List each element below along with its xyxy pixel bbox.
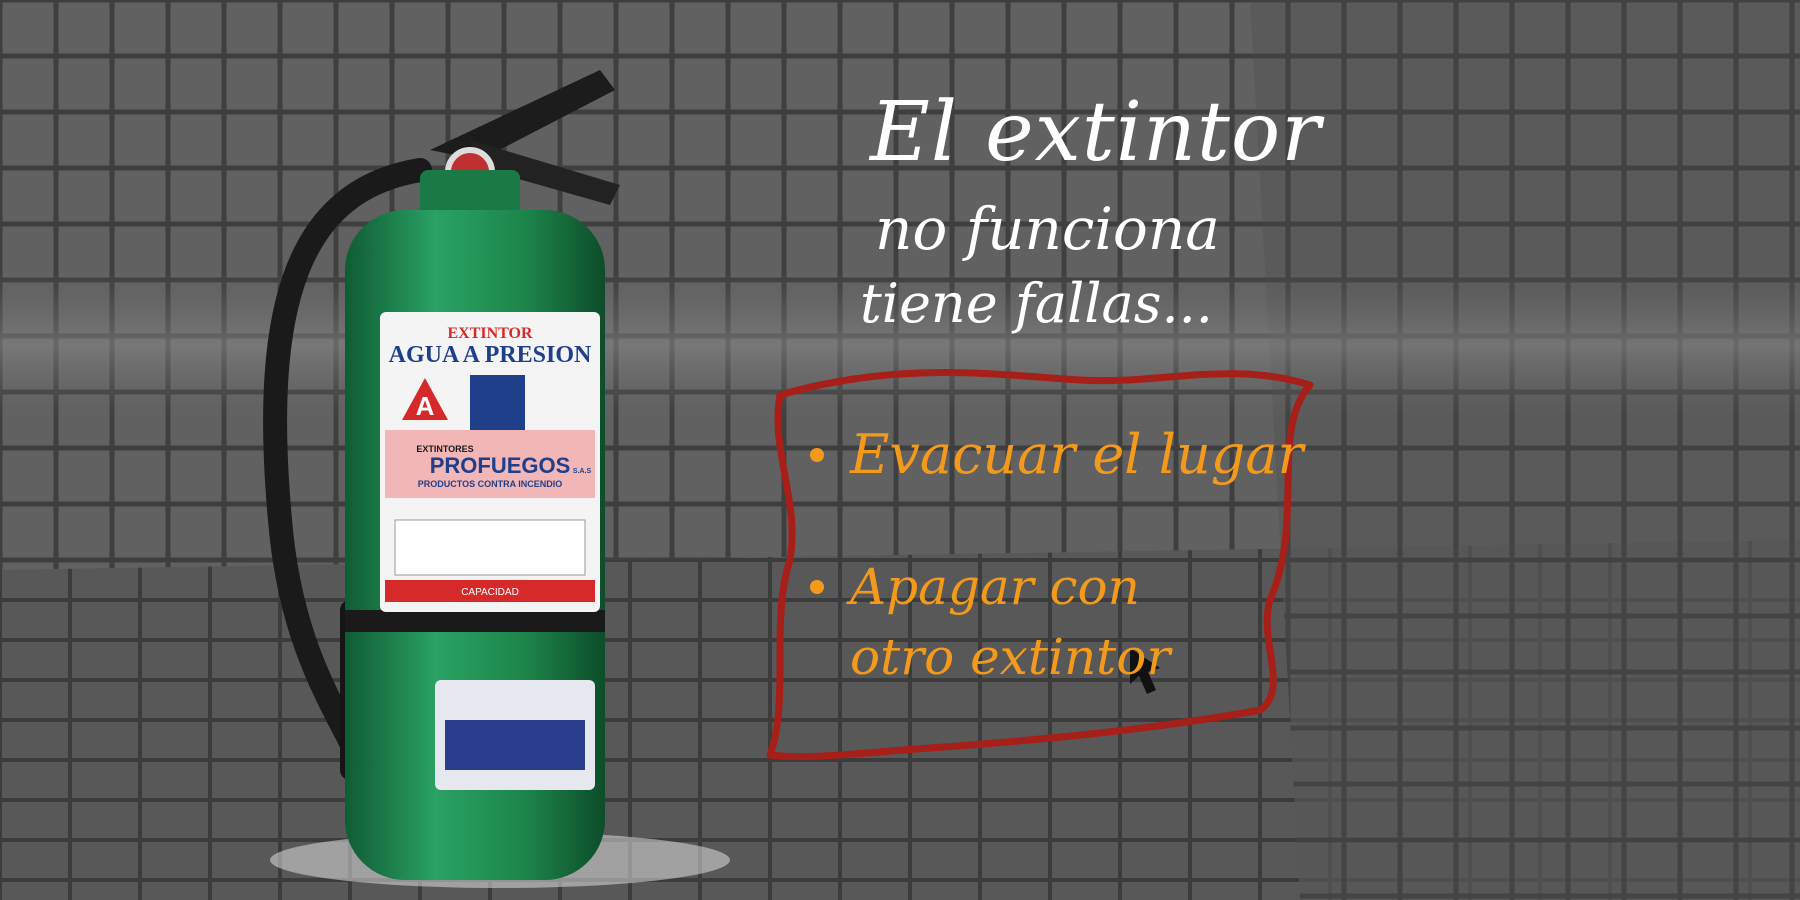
label-brand-prefix: EXTINTORES [416,444,474,454]
slide-title: El extintor [870,85,1322,180]
slide-subtitle-line1: no funciona [875,195,1220,263]
action-item [810,552,1210,692]
label-capacity: CAPACIDAD [461,587,519,598]
label-brand: PROFUEGOS [429,453,571,478]
action-item-text: Apagar con otro extintor [850,558,1171,686]
bullet-icon [810,580,824,594]
label-class: A [415,391,435,421]
action-item [810,420,1303,490]
bullet-icon [810,448,824,462]
slide-subtitle-line2: tiene fallas... [860,272,1213,335]
action-item-text: Evacuar el lugar [850,423,1304,486]
label-brand-suffix: S.A.S [572,468,592,475]
action-list [810,420,1303,692]
label-tagline: PRODUCTOS CONTRA INCENDIO [417,479,563,489]
label-header: EXTINTOR [447,325,533,342]
label-type: AGUA A PRESION [388,342,592,368]
